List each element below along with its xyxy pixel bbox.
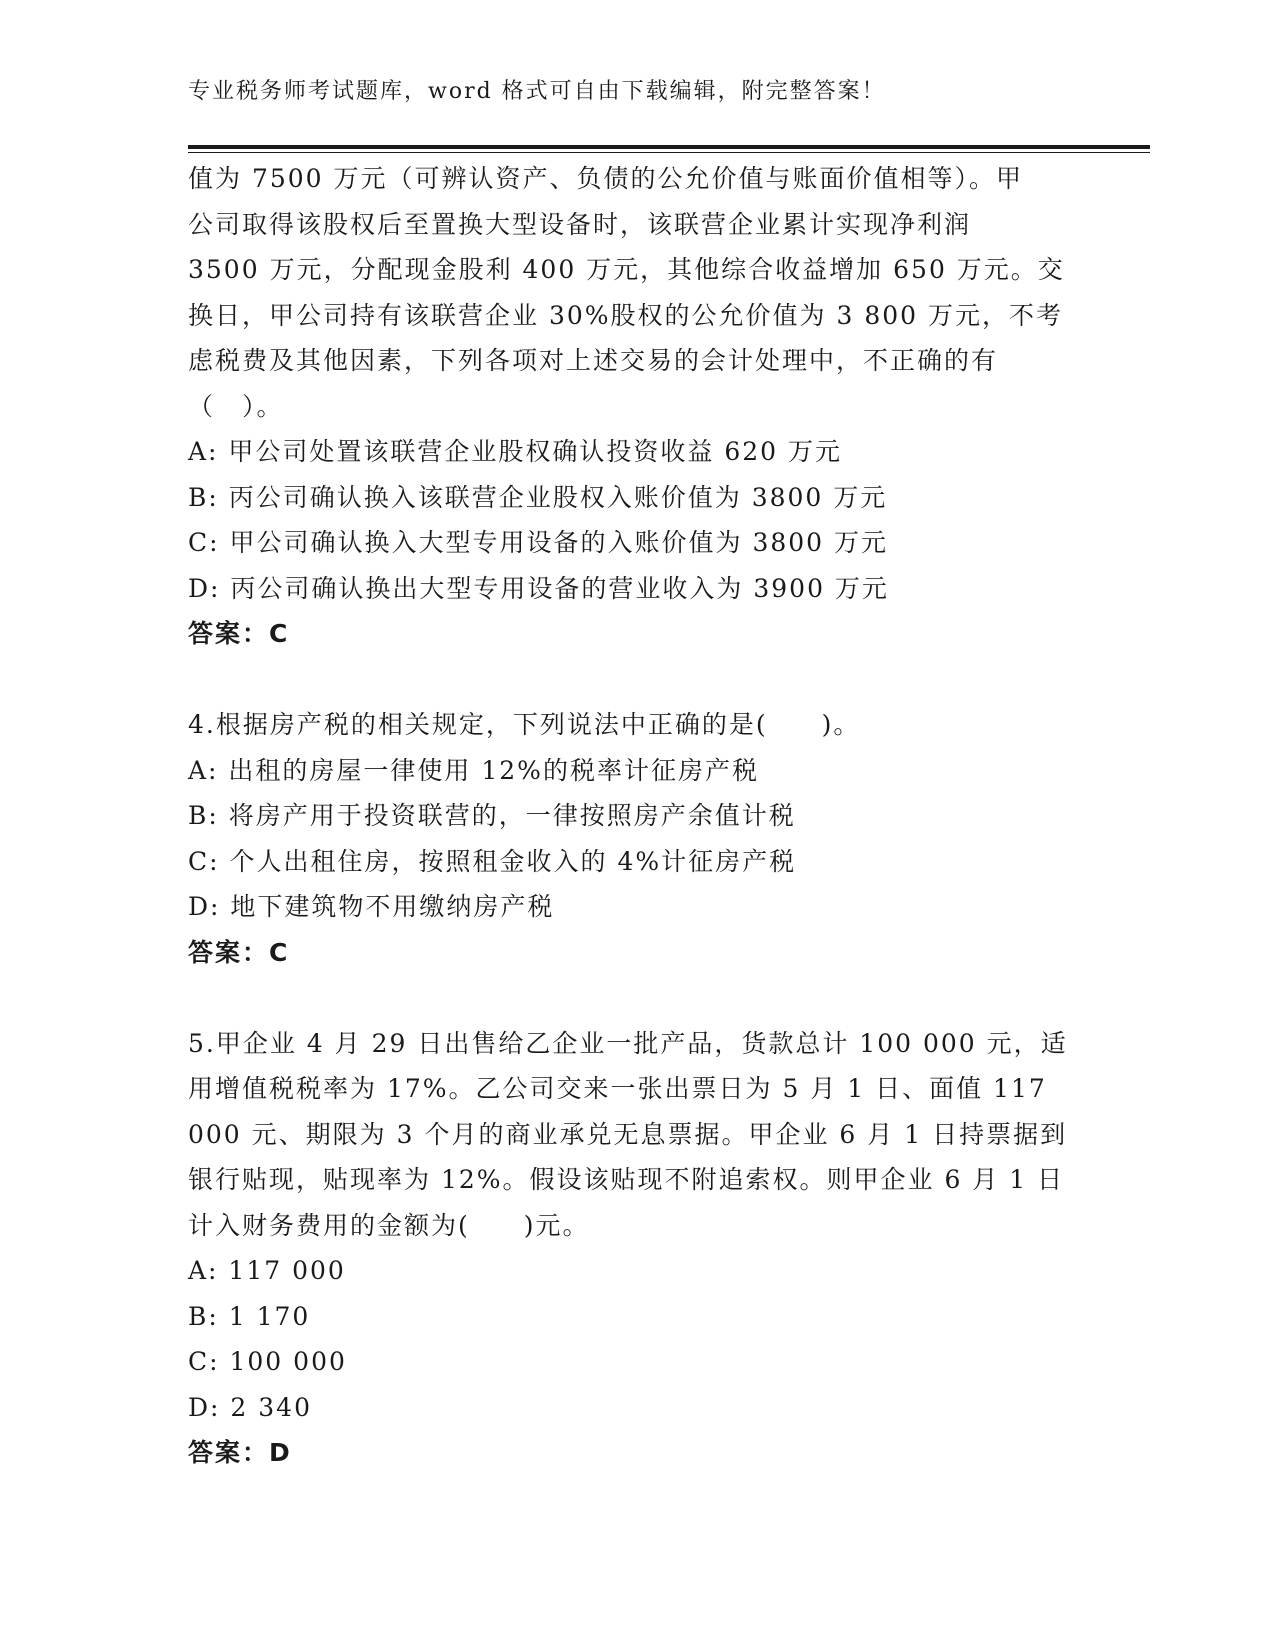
option-d: D: 丙公司确认换出大型专用设备的营业收入为 3900 万元 [188, 573, 889, 603]
question-text-line: 换日，甲公司持有该联营企业 30%股权的公允价值为 3 800 万元，不考 [188, 300, 1063, 330]
question-text-line: 公司取得该股权后至置换大型设备时，该联营企业累计实现净利润 [188, 209, 972, 239]
option-a: A: 出租的房屋一律使用 12%的税率计征房产税 [188, 755, 759, 785]
question-3 [188, 156, 1088, 657]
question-text-line: 虑税费及其他因素，下列各项对上述交易的会计处理中，不正确的有 [188, 346, 999, 375]
option-b: B: 将房产用于投资联营的，一律按照房产余值计税 [188, 801, 796, 830]
answer-label: 答案：C [188, 619, 290, 648]
question-text-line: 银行贴现，贴现率为 12%。假设该贴现不附追索权。则甲企业 6 月 1 日 [188, 1165, 1065, 1194]
header-rule-thin [188, 152, 1150, 153]
question-4 [188, 702, 1088, 975]
question-text-line: 计入财务费用的金额为( )元。 [188, 1210, 590, 1240]
option-a: A: 117 000 [188, 1256, 346, 1285]
question-text-line: （ ）。 [188, 391, 284, 421]
answer-label: 答案：D [188, 1438, 292, 1467]
answer-label: 答案：C [188, 937, 290, 967]
option-d: D: 2 340 [188, 1392, 312, 1422]
question-text-line: 000 元、期限为 3 个月的商业承兑无息票据。甲企业 6 月 1 日持票据到 [188, 1119, 1068, 1149]
question-text-line: 5.甲企业 4 月 29 日出售给乙企业一批产品，货款总计 100 000 元，适 [188, 1028, 1068, 1058]
header-rule-thick [188, 145, 1150, 149]
option-a: A: 甲公司处置该联营企业股权确认投资收益 620 万元 [188, 437, 843, 466]
option-c: C: 100 000 [188, 1347, 347, 1376]
page-header-text: 专业税务师考试题库，word 格式可自由下载编辑，附完整答案！ [188, 79, 886, 104]
option-b: B: 1 170 [188, 1301, 311, 1331]
option-c: C: 甲公司确认换入大型专用设备的入账价值为 3800 万元 [188, 528, 889, 557]
option-c: C: 个人出租住房，按照租金收入的 4%计征房产税 [188, 846, 797, 876]
option-b: B: 丙公司确认换入该联营企业股权入账价值为 3800 万元 [188, 482, 888, 512]
question-spacer [188, 975, 1088, 1021]
question-text-line: 值为 7500 万元（可辨认资产、负债的公允价值与账面价值相等）。甲 [188, 164, 1024, 193]
option-d: D: 地下建筑物不用缴纳房产税 [188, 892, 555, 921]
question-content [188, 156, 1088, 1476]
question-text-line: 3500 万元，分配现金股利 400 万元，其他综合收益增加 650 万元。交 [188, 255, 1065, 284]
question-text-line: 用增值税税率为 17%。乙公司交来一张出票日为 5 月 1 日、面值 117 [188, 1074, 1047, 1103]
question-spacer [188, 657, 1088, 703]
question-5 [188, 1021, 1088, 1476]
question-text-line: 4.根据房产税的相关规定，下列说法中正确的是( )。 [188, 710, 861, 739]
